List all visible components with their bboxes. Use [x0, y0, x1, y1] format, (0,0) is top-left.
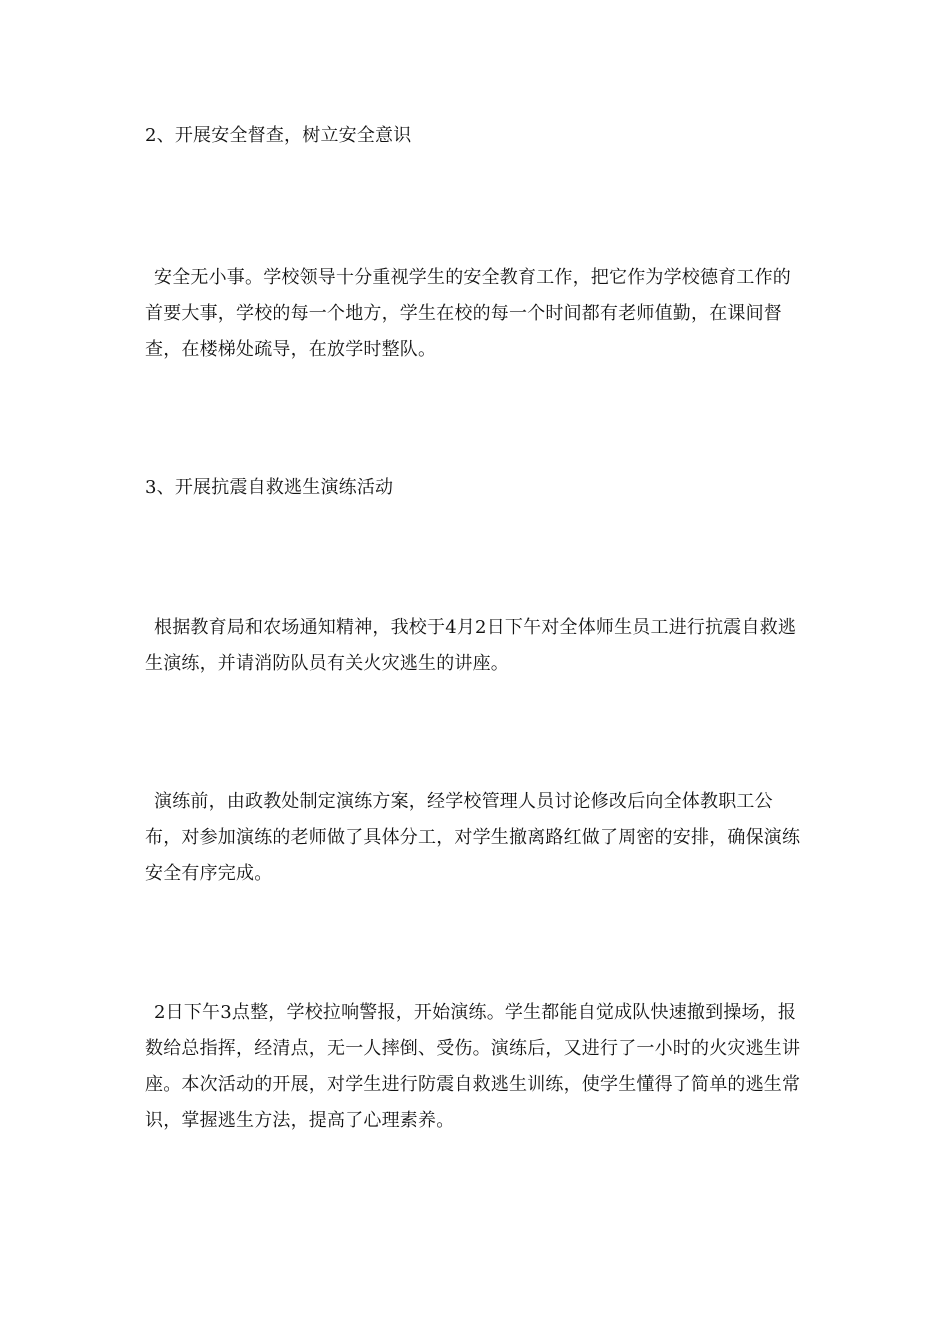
paragraph-safety-supervision: 安全无小事。学校领导十分重视学生的安全教育工作，把它作为学校德育工作的首要大事，学校的每一个地方，学生在校的每一个时间都有老师值勤，在课间督查，在楼梯处疏导，在放学时整队。 [145, 267, 791, 360]
paragraph-drill-notice: 根据教育局和农场通知精神，我校于4月2日下午对全体师生员工进行抗震自救逃生演练，并请消防队员有关火灾逃生的讲座。 [145, 617, 797, 674]
paragraph-drill-execution: 2日下午3点整，学校拉响警报，开始演练。学生都能自觉成队快速撤到操场，报数给总指挥，经清点，无一人摔倒、受伤。演练后，又进行了一小时的火灾逃生讲座。本次活动的开展，对学生进行防震自救逃生训练，使学生懂得了简单的逃生常识，掌握逃生方法，提高了心理素养。 [145, 1002, 801, 1131]
paragraph-drill-preparation: 演练前，由政教处制定演练方案，经学校管理人员讨论修改后向全体教职工公布，对参加演练的老师做了具体分工，对学生撤离路红做了周密的安排，确保演练安全有序完成。 [145, 791, 801, 884]
section-heading-3: 3、开展抗震自救逃生演练活动 [145, 477, 394, 498]
section-heading-2: 2、开展安全督查，树立安全意识 [145, 125, 412, 146]
